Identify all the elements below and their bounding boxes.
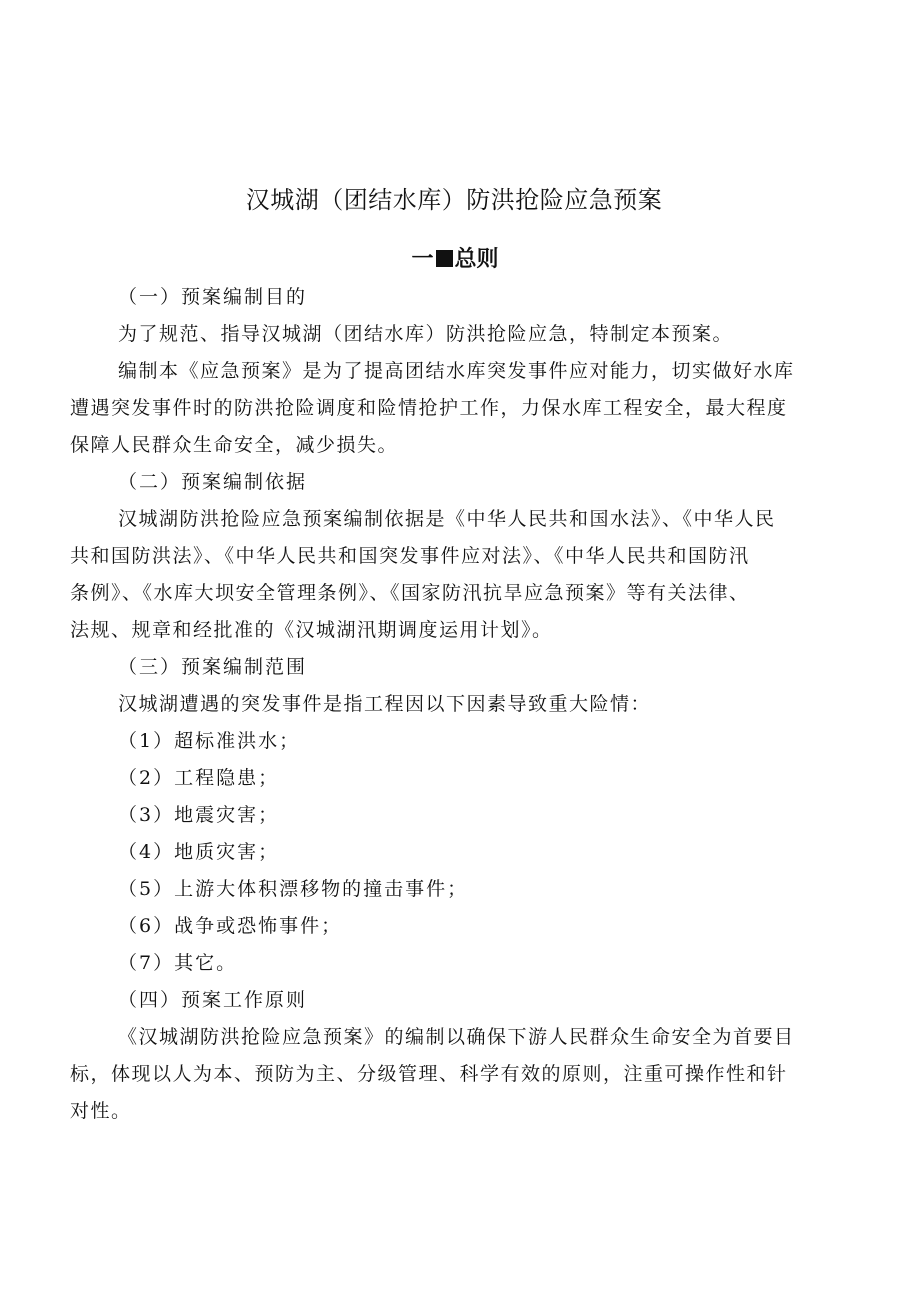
paragraph-line: 为了规范、指导汉城湖（团结水库）防洪抢险应急，特制定本预案。 [118, 323, 734, 345]
paragraph-line: 法规、规章和经批准的《汉城湖汛期调度运用计划》。 [70, 619, 553, 641]
paragraph-line: 《汉城湖防洪抢险应急预案》的编制以确保下游人民群众生命安全为首要目 [118, 1026, 795, 1048]
list-item: （6）战争或恐怖事件； [118, 915, 343, 937]
paragraph-line: 标，体现以人为本、预防为主、分级管理、科学有效的原则，注重可操作性和针 [70, 1063, 788, 1085]
section-heading: （二）预案编制依据 [118, 471, 308, 493]
list-item: （7）其它。 [118, 952, 238, 974]
section-heading: （四）预案工作原则 [118, 989, 308, 1011]
list-item: （2）工程隐患； [118, 767, 280, 789]
chapter-title: 总则 [454, 247, 499, 272]
paragraph-line: 汉城湖遭遇的突发事件是指工程因以下因素导致重大险情： [118, 693, 652, 715]
list-item: （1）超标准洪水； [118, 730, 301, 752]
square-bullet-icon [436, 250, 453, 267]
section-heading: （三）预案编制范围 [118, 656, 308, 678]
paragraph-line: 遭遇突发事件时的防洪抢险调度和险情抢护工作，力保水库工程安全，最大程度 [70, 397, 788, 419]
paragraph-line: 汉城湖防洪抢险应急预案编制依据是《中华人民共和国水法》、《中华人民 [118, 508, 776, 530]
paragraph-line: 条例》、《水库大坝安全管理条例》、《国家防汛抗旱应急预案》等有关法律、 [70, 582, 750, 604]
paragraph-line: 共和国防洪法》、《中华人民共和国突发事件应对法》、《中华人民共和国防汛 [70, 545, 750, 567]
list-item: （3）地震灾害； [118, 804, 280, 826]
paragraph-line: 对性。 [70, 1100, 132, 1122]
paragraph-line: 编制本《应急预案》是为了提高团结水库突发事件应对能力，切实做好水库 [118, 360, 795, 382]
chapter-number: 一 [411, 247, 434, 272]
chapter-heading [0, 240, 910, 280]
section-heading: （一）预案编制目的 [118, 286, 308, 308]
list-item: （5）上游大体积漂移物的撞击事件； [118, 878, 469, 900]
paragraph-line: 保障人民群众生命安全，减少损失。 [70, 434, 399, 456]
document-body [70, 279, 840, 1130]
document-title: 汉城湖（团结水库）防洪抢险应急预案 [245, 186, 663, 214]
list-item: （4）地质灾害； [118, 841, 280, 863]
